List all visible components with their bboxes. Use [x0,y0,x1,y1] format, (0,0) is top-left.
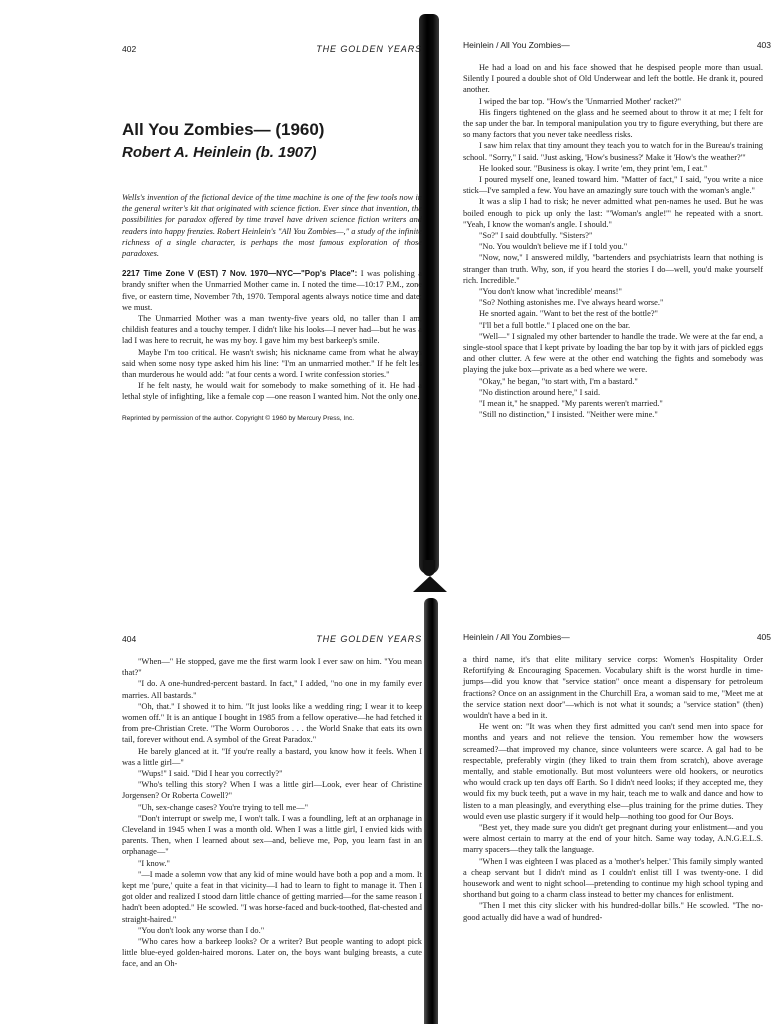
page-403 [463,40,771,421]
binding-gutter-blot [413,576,447,592]
page-402 [122,44,422,423]
body-paragraph: "So?" I said doubtfully. "Sisters?" [479,231,593,241]
body-paragraph: "Well—" I signaled my other bartender to handle the trade. We were at the far end, a single-stool space that I kept private by loading the bar top by it with jars of pickled eggs and other clutter. A few were at the other end watching the fights and somebody was playing the juke box—private as a bed where we were. [463,331,763,375]
book-title: THE GOLDEN YEARS [316,44,422,54]
body-paragraph: "Who cares how a barkeep looks? Or a writer? But people wanting to adopt pick little blue-eyed golden-haired morons. Later on, the boys want bulging breasts, a cute face, and an Oh- [122,937,422,969]
editorial-intro: Wells's invention of the fictional device of the time machine is one of the few tools now in the general writer's kit that originated with science fiction. Ever since that invention, the possibilities for paradox offered by time travel have driven science fiction writers and readers into happy frenzies. Robert Heinlein's "All You Zombies—," a study of the infinite richness of a single character, is perhaps the most famous exploration of those paradoxes. [122,193,422,259]
body-paragraph: "—I made a solemn vow that any kid of mine would have both a pop and a mom. It kept me 'pure,' quite a feat in that vicinity—I had to learn to fight to manage it. Then I got older and realized I stood darn little chance of getting married—for the same reason I hadn't been adopted." He scowled. "I was horse-faced and buck-toothed, flat-chested and straight-haired." [122,869,422,924]
running-header [122,44,422,60]
body-paragraph: He went on: "It was when they first admitted you can't send men into space for months and years and not relieve the tension. You remember how the wowsers screamed?—that improved my chance, since volunteers were scarce. A gal had to be respectable, preferably virgin (they liked to train them from scratch), above average mentally, and stable emotionally. But most volunteers were old hookers, or neurotics who would crack up ten days off Earth. So I didn't need looks; if they accepted me, they would fix my buck teeth, put a wave in my hair, teach me to walk and dance and how to listen to a man pleasingly, and everything else—plus training for the prime duties. They would even use plastic surgery if it would help—nothing too good for Our Boys. [463,722,763,821]
body-paragraph: "Then I met this city slicker with his hundred-dollar bills." He scowled. "The no-good actually did have a wad of hundred- [463,901,763,922]
body-paragraph: "I'll bet a full bottle." I placed one on the bar. [479,320,631,330]
running-header [463,40,771,56]
body-paragraph: I saw him relax that tiny amount they teach you to watch for in the Bureau's training school. "Sorry," I said. "Just asking, 'How's business?' Make it 'How's the weather?'" [463,141,763,162]
body-paragraph: "So? Nothing astonishes me. I've always heard worse." [479,298,664,308]
body-paragraph: Maybe I'm too critical. He wasn't swish; his nickname came from what he always said when some nosy type asked him his line: "I'm an unmarried mother." If he felt less than murderous he would add: "at four cents a word. I write confession stories." [122,347,422,380]
timezone-paragraph [122,268,422,313]
running-header [122,634,422,650]
running-title: Heinlein / All You Zombies— [463,40,570,50]
page-405 [463,632,771,923]
body-paragraph: "Oh, that." I showed it to him. "It just looks like a wedding ring; I wear it to keep women off." It is an antique I bought in 1985 from a fellow operative—he had fetched it from pre-Christian Crete. "The Worm Ouroboros . . . the World Snake that eats its own tail, forever without end. A symbol of the Great Paradox." [122,701,422,745]
body-paragraph: "When—" He stopped, gave me the first warm look I ever saw on him. "You mean that?" [122,657,422,678]
body-paragraph: He looked sour. "Business is okay. I write 'em, they print 'em, I eat." [479,163,708,173]
body-paragraph: I poured myself one, leaned toward him. "Matter of fact," I said, "you write a nice stick—I've sampled a few. You have an amazingly sure touch with the woman's angle." [463,175,763,196]
body-paragraph: "I do. A one-hundred-percent bastard. In fact," I added, "no one in my family ever marries. All bastards." [122,679,422,700]
binding-gutter-shadow-top [419,14,439,574]
timezone-text: I was polishing a brandy snifter when the Unmarried Mother came in. I noted the time—10:17 P.M., zone five, or eastern time, November 7th, 1970. Temporal agents always notice time and date; we must. [122,269,422,312]
body-paragraph: "I know." [138,858,170,868]
body-paragraph: "Don't interrupt or swelp me, I won't talk. I was a foundling, left at an orphanage in Cleveland in 1945 when I was a month old. When I was a little girl, I envied kids with parents. Then, when I learned about sex—and, believe me, Pop, you learn fast in an orphanage—" [122,813,422,857]
body-paragraph: "Wups!" I said. "Did I hear you correctly?" [138,769,283,779]
body-paragraph: "No. You wouldn't believe me if I told you." [479,242,628,252]
body-paragraph: "Okay," he began, "to start with, I'm a bastard." [479,376,638,386]
body-paragraph: "You don't look any worse than I do." [138,925,265,935]
binding-gutter-shadow-bottom [424,598,438,1024]
page-number: 402 [122,44,137,54]
body-paragraph: He snorted again. "Want to bet the rest of the bottle?" [479,309,658,319]
story-title: All You Zombies— (1960) [122,120,325,139]
body-paragraph: He had a load on and his face showed that he despised people more than usual. Silently I poured a double shot of Old Underwear and left the bottle. He drank it, poured another. [463,63,763,95]
body-paragraph: "When I was eighteen I was placed as a 'mother's helper.' This family simply wanted a cheap servant but I didn't mind as I couldn't enlist till I was twenty-one. I did housework and went to night school—pretending to continue my high school typing and shorthand but going to a charm class instead to better my chances for enlistment. [463,856,763,900]
book-title: THE GOLDEN YEARS [316,634,422,644]
copyright-credit: Reprinted by permission of the author. Copyright © 1960 by Mercury Press, Inc. [122,414,355,422]
page-number: 403 [756,40,771,50]
body-paragraph: "I mean it," he snapped. "My parents weren't married." [479,399,663,409]
body-paragraph: His fingers tightened on the glass and he seemed about to throw it at me; I felt for the sap under the bar. In temporal manipulation you try to figure everything, but there are so many factors that you never take needless risks. [463,107,763,140]
body-paragraph: "Now, now," I answered mildly, "bartenders and psychiatrists learn that nothing is stranger than truth. Why, son, if you heard the stories I do—well, you'd make yourself rich. Incredible." [463,253,763,285]
body-paragraph: "Who's telling this story? When I was a little girl—Look, ever hear of Christine Jorgensen? Or Roberta Cowell?" [122,780,422,801]
body-paragraph: "You don't know what 'incredible' means!" [479,287,622,297]
body-paragraph: "Uh, sex-change cases? You're trying to tell me—" [138,802,308,812]
story-author: Robert A. Heinlein (b. 1907) [122,144,317,161]
body-paragraph: I wiped the bar top. "How's the 'Unmarried Mother' racket?" [479,96,682,106]
body-paragraph: "No distinction around here," I said. [479,387,601,397]
body-paragraph: "Best yet, they made sure you didn't get pregnant during your enlistment—and you were almost certain to marry at the end of your hitch. Same way today, A.N.G.E.L.S. marry spacers—they talk the language. [463,823,763,855]
page-404 [122,634,422,970]
body-paragraph: It was a slip I had to risk; he never admitted what pen-names he used. But he was boiled enough to pick up only the last: "'Woman's angle!'" he repeated with a snort. "Yeah, I know the woman's angle. I should." [463,197,763,229]
body-paragraph: He barely glanced at it. "If you're really a bastard, you know how it feels. When I was a little girl—" [122,746,422,767]
page-number: 404 [122,634,137,644]
running-title: Heinlein / All You Zombies— [463,632,570,642]
binding-gutter-shadow-tail [423,560,435,576]
body-paragraph: The Unmarried Mother was a man twenty-five years old, no taller than I am, childish features and a touchy temper. I didn't like his looks—I never had—but he was a lad I was here to recruit, he was my boy. I gave him my best barkeep's smile. [122,314,422,346]
running-header [463,632,771,648]
body-paragraph: "Still no distinction," I insisted. "Neither were mine." [479,410,658,420]
body-paragraph: a third name, it's that elite military service corps: Women's Hospitality Order Refortifying & Encouraging Spacemen. Vocabulary shift is the worst hurdle in time-jumps—did you know that "service station" once meant a dispensary for petroleum fractions? Once on an assignment in the Churchill Era, a woman said to me, "Meet me at the service station next door"—which is not what it sounds; a "service station" (then) wouldn't have a bed in it. [463,655,763,721]
body-paragraph: If he felt nasty, he would wait for somebody to make something of it. He had a lethal style of infighting, like a female cop —one reason I wanted him. Not the only one. [122,381,422,402]
timezone-heading: 2217 Time Zone V (EST) 7 Nov. 1970—NYC—"Pop's Place": [122,269,358,279]
page-number: 405 [756,632,771,642]
